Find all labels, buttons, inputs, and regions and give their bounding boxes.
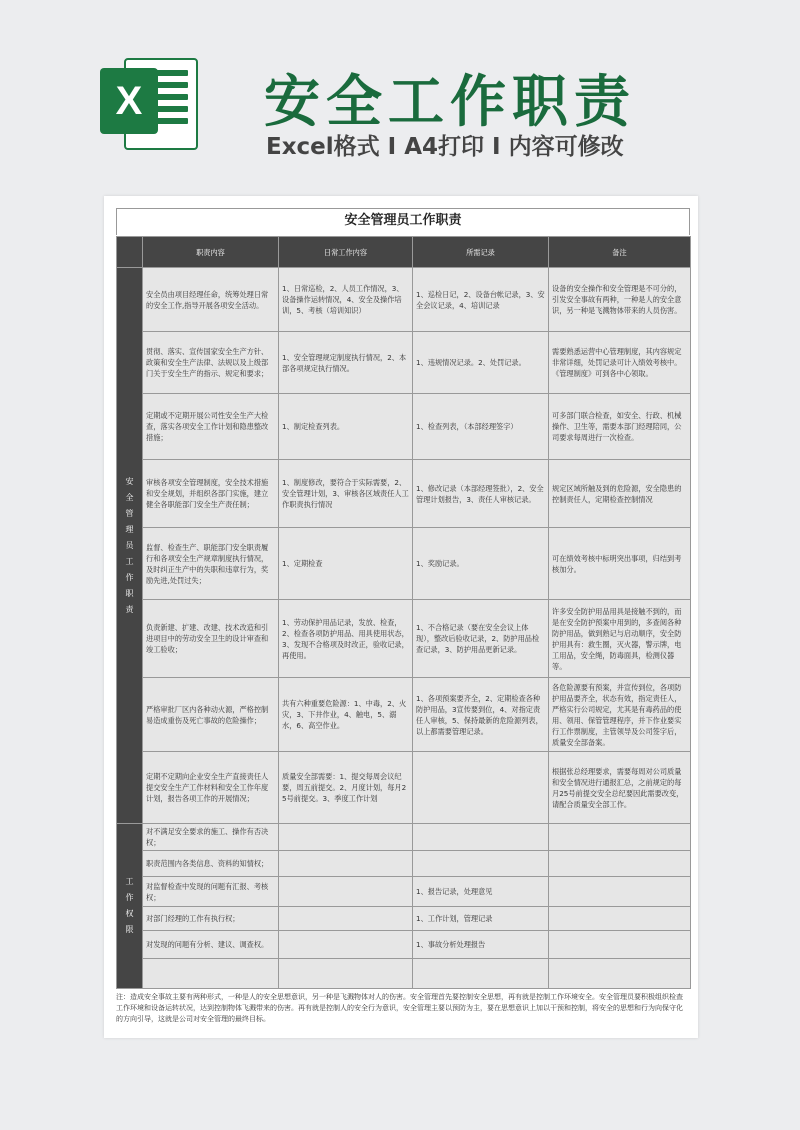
table-cell[interactable]: 严格审批厂区内各种动火源，严格控制易造成重伤及死亡事故的危险操作； xyxy=(143,678,279,752)
table-cell[interactable]: 1、巡检日记，2、设备台帐记录，3、安全会议记录，4、培训记录 xyxy=(413,268,549,332)
table-row xyxy=(117,528,691,600)
table-cell[interactable]: 根据张总经理要求，需要每周对公司质量和安全情况进行通报汇总，之前规定的每月25号前提交安全总纪要因此需要改变，请配合质量安全部工作。 xyxy=(549,752,691,824)
table-cell[interactable] xyxy=(549,877,691,907)
table-row xyxy=(117,824,691,851)
column-header: 职责内容 xyxy=(143,237,279,268)
table-cell[interactable] xyxy=(549,931,691,959)
table-cell[interactable]: 许多安全防护用品用具是接触不到的，而是在安全防护预案中用到的，多查阅各种防护用品，做到熟记与启动顺序，安全防护用具有：救生圈，灭火器，警示牌，电工用品，安全绳，防毒面具，检测仪器等。 xyxy=(549,600,691,678)
table-cell[interactable]: 1、日常巡检，2、人员工作情况，3、设备操作运转情况，4、安全及操作培训，5、考核（培训知识） xyxy=(279,268,413,332)
table-cell[interactable] xyxy=(279,959,413,989)
table-row xyxy=(117,959,691,989)
spreadsheet-preview xyxy=(104,196,698,1038)
table-cell[interactable] xyxy=(279,907,413,931)
section-label-duties: 安全管理员工作职责 xyxy=(117,268,143,824)
table-cell[interactable] xyxy=(549,824,691,851)
column-header: 日常工作内容 xyxy=(279,237,413,268)
table-cell[interactable]: 1、不合格记录（要在安全会议上体现），整改后验收记录，2、防护用品检查记录，3、防护用品更新记录。 xyxy=(413,600,549,678)
table-cell[interactable] xyxy=(413,752,549,824)
table-row xyxy=(117,851,691,877)
table-cell[interactable]: 1、工作计划，管理记录 xyxy=(413,907,549,931)
header-corner xyxy=(117,237,143,268)
table-cell[interactable]: 对不满足安全要求的施工、操作有否决权； xyxy=(143,824,279,851)
table-cell[interactable]: 对部门经理的工作有执行权； xyxy=(143,907,279,931)
table-cell[interactable]: 1、事故分析处理报告 xyxy=(413,931,549,959)
table-cell[interactable]: 1、安全管理规定制度执行情况，2、本部各项规定执行情况。 xyxy=(279,332,413,394)
table-cell[interactable] xyxy=(413,959,549,989)
table-cell[interactable] xyxy=(279,877,413,907)
section-label-authority: 工作权限 xyxy=(117,824,143,989)
table-cell[interactable] xyxy=(413,851,549,877)
table-cell[interactable]: 可在绩效考核中标明突出事项，归结到考核加分。 xyxy=(549,528,691,600)
table-row xyxy=(117,907,691,931)
table-cell[interactable]: 对监督检查中发现的问题有汇报、考核权； xyxy=(143,877,279,907)
table-row xyxy=(117,268,691,332)
table-cell[interactable]: 负责新建、扩建、改建、技术改造和引进项目中的劳动安全卫生的设计审查和竣工验收； xyxy=(143,600,279,678)
table-row xyxy=(117,678,691,752)
table-cell[interactable]: 1、制定检查列表。 xyxy=(279,394,413,460)
table-cell[interactable] xyxy=(549,851,691,877)
table-cell[interactable]: 1、劳动保护用品记录，发放、检查，2、检查各项防护用品、用具使用状态，3、发现不合格项及时改正，验收记录，再使用。 xyxy=(279,600,413,678)
table-cell[interactable] xyxy=(413,824,549,851)
table-row xyxy=(117,752,691,824)
column-header: 备注 xyxy=(549,237,691,268)
table-cell[interactable]: 审核各项安全管理制度，安全技术措施和安全规划，并组织各部门实施，建立健全各职能部门安全生产责任制； xyxy=(143,460,279,528)
table-cell[interactable]: 1、修改记录（本部经理签批），2、安全管理计划报告，3、责任人审核记录。 xyxy=(413,460,549,528)
table-cell[interactable]: 质量安全部需要：1、提交每周会议纪要，周五前提交。2、月度计划，每月25号前提交。3、季度工作计划 xyxy=(279,752,413,824)
table-row xyxy=(117,394,691,460)
header-banner xyxy=(0,0,800,190)
table-cell[interactable]: 规定区域所触及到的危险源，安全隐患的控制责任人，定期检查控制情况 xyxy=(549,460,691,528)
table-cell[interactable]: 监督、检查生产、职能部门安全职责履行和各项安全生产规章制度执行情况，及时纠正生产中的失职和违章行为，奖励先进,处罚过失； xyxy=(143,528,279,600)
table-cell[interactable] xyxy=(279,851,413,877)
table-cell[interactable]: 定期不定期向企业安全生产直接责任人提交安全生产工作材料和安全工作年度计划，报告各项工作的开展情况； xyxy=(143,752,279,824)
table-cell[interactable]: 1、各项预案要齐全，2、定期检查各种防护用品，3宣传要到位，4、对指定责任人审核，5、保持最新的危险源列表，以上都需要管理记录。 xyxy=(413,678,549,752)
table-cell[interactable]: 对发现的问题有分析、建议、调查权。 xyxy=(143,931,279,959)
table-cell[interactable]: 可多部门联合检查，如安全、行政、机械操作、卫生等，需要本部门经理陪同，公司要求每周进行一次检查。 xyxy=(549,394,691,460)
column-header: 所需记录 xyxy=(413,237,549,268)
table-row xyxy=(117,332,691,394)
table-cell[interactable]: 1、制度修改，要符合于实际需要，2、安全管理计划，3、审核各区域责任人工作职责执行情况 xyxy=(279,460,413,528)
page-title: 安全工作职责 xyxy=(264,70,636,135)
table-cell[interactable]: 1、报告记录，处理意见 xyxy=(413,877,549,907)
table-cell[interactable]: 共有六种重要危险源：1、中毒，2、火灾，3、下井作业，4、触电，5、溺水，6、高空作业。 xyxy=(279,678,413,752)
duty-table xyxy=(116,236,691,989)
table-header-row xyxy=(117,237,691,268)
table-row xyxy=(117,460,691,528)
table-row xyxy=(117,877,691,907)
table-cell[interactable]: 定期或不定期开展公司性安全生产大检查，落实各项安全工作计划和隐患整改措施； xyxy=(143,394,279,460)
table-cell[interactable]: 职责范围内各类信息、资料的知情权； xyxy=(143,851,279,877)
table-row xyxy=(117,931,691,959)
table-cell[interactable]: 贯彻、落实、宣传国家安全生产方针、政策和安全生产法律、法规以及上级部门关于安全生产的指示、规定和要求； xyxy=(143,332,279,394)
footer-note: 注：造成安全事故主要有两种形式，一种是人的安全思想意识，另一种是飞溅物体对人的伤害。安全管理首先要控制安全思想，再有就是控制工作环境安全。安全管理员要积极组织检查工作环境和设备运转状况，达到控制物体飞溅带来的伤害。再有就是控制人的安全行为意识，安全管理主要以预防为主，要在思想意识上加以干预和控制，将安全的思想和行为向保守化的方向引导，这就是公司对安全管理的最终目标。 xyxy=(116,993,683,1023)
table-cell[interactable]: 1、违规情况记录。2、处罚记录。 xyxy=(413,332,549,394)
table-cell[interactable] xyxy=(549,907,691,931)
table-cell[interactable] xyxy=(279,931,413,959)
table-cell[interactable] xyxy=(549,959,691,989)
table-cell[interactable]: 各危险源要有预案，并宣传到位，各项防护用品要齐全，状态有效，指定责任人，严格实行公司规定，尤其是有毒药品的使用、领用、保管管理程序，并下作业要实行工作票制度，主管领导及公司签字后，质量安全部备案。 xyxy=(549,678,691,752)
table-row xyxy=(117,600,691,678)
page-subtitle: Excel格式 I A4打印 I 内容可修改 xyxy=(266,134,624,160)
excel-logo-icon xyxy=(100,54,196,150)
table-cell[interactable] xyxy=(279,824,413,851)
excel-logo-letter: X xyxy=(100,68,158,134)
sheet-title: 安全管理员工作职责 xyxy=(116,208,690,235)
table-cell[interactable] xyxy=(143,959,279,989)
table-cell[interactable]: 1、奖励记录。 xyxy=(413,528,549,600)
table-cell[interactable]: 1、定期检查 xyxy=(279,528,413,600)
table-cell[interactable]: 1、检查列表，（本部经理签字） xyxy=(413,394,549,460)
table-cell[interactable]: 安全员由项目经理任命，统筹处理日常的安全工作,指导开展各项安全活动。 xyxy=(143,268,279,332)
table-cell[interactable]: 设备的安全操作和安全管理是不可分的，引发安全事故有两种，一种是人的安全意识，另一种是飞溅物体带来的人员伤害。 xyxy=(549,268,691,332)
table-cell[interactable]: 需要熟悉运营中心管理制度，其内容规定非常详细，处罚记录可计入绩效考核中。《管理制度》可到各中心领取。 xyxy=(549,332,691,394)
